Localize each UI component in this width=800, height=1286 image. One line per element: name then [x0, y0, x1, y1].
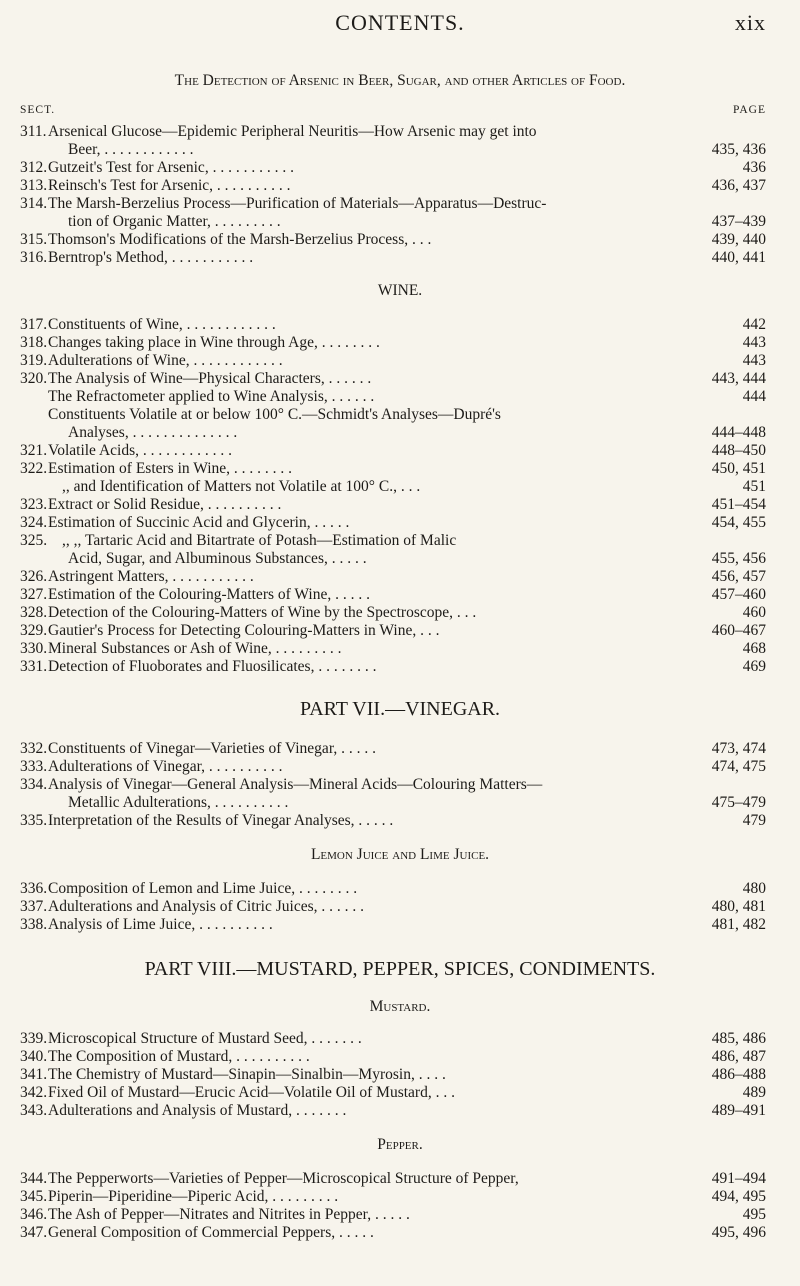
toc-entry — [0, 177, 800, 194]
entry-title: ,, ,, Tartaric Acid and Bitartrate of Potash—Estimation of Malic — [62, 532, 457, 549]
toc-entry — [0, 532, 800, 549]
toc-entry — [0, 1048, 800, 1065]
section-heading-wine: WINE. — [377, 282, 423, 299]
toc-entry — [0, 740, 800, 757]
entry-title: Gautier's Process for Detecting Colouring-Matters in Wine, . . . — [48, 622, 440, 639]
entry-title: The Composition of Mustard, . . . . . . . . . . — [48, 1048, 310, 1065]
entry-title: Extract or Solid Residue, . . . . . . . . . . — [48, 496, 282, 513]
entry-number: 325. — [20, 532, 48, 549]
toc-entry-continuation — [0, 388, 800, 405]
entry-title: Arsenical Glucose—Epidemic Peripheral Neuritis—How Arsenic may get into — [48, 123, 537, 140]
entry-number: 314. — [20, 195, 48, 212]
entry-number: 317. — [20, 316, 48, 333]
toc-entry — [0, 370, 800, 387]
entry-title: Analysis of Lime Juice, . . . . . . . . . . — [48, 916, 273, 933]
entry-title: Analyses, . . . . . . . . . . . . . . — [68, 424, 238, 441]
entry-page: 451–454 — [711, 496, 766, 513]
entry-title: Fixed Oil of Mustard—Erucic Acid—Volatile Oil of Mustard, . . . — [48, 1084, 455, 1101]
toc-entry — [0, 1170, 800, 1187]
entry-page: 460 — [742, 604, 766, 621]
entry-page: 495, 496 — [711, 1224, 766, 1241]
running-head — [0, 10, 800, 38]
section-heading-lemon-lime: Lemon Juice and Lime Juice. — [310, 846, 490, 863]
entry-title: Piperin—Piperidine—Piperic Acid, . . . . . . . . . — [48, 1188, 339, 1205]
toc-entry — [0, 1084, 800, 1101]
toc-entry — [0, 586, 800, 603]
entry-title: Constituents of Wine, . . . . . . . . . . . . — [48, 316, 276, 333]
entry-page: 495 — [742, 1206, 766, 1223]
entry-number: 326. — [20, 568, 48, 585]
entry-title: Acid, Sugar, and Albuminous Substances, . . . . . — [68, 550, 367, 567]
entry-page: 454, 455 — [711, 514, 766, 531]
entry-page: 436, 437 — [711, 177, 766, 194]
entry-page: 436 — [742, 159, 766, 176]
entry-number: 342. — [20, 1084, 48, 1101]
entry-page: 475–479 — [711, 794, 766, 811]
toc-entry — [0, 812, 800, 829]
toc-entry-continuation — [0, 141, 800, 158]
entry-page: 469 — [742, 658, 766, 675]
entry-page: 435, 436 — [711, 141, 766, 158]
entry-number: 319. — [20, 352, 48, 369]
entry-title: Constituents of Vinegar—Varieties of Vinegar, . . . . . — [48, 740, 376, 757]
entry-page: 444–448 — [711, 424, 766, 441]
toc-entry — [0, 1188, 800, 1205]
entry-title: The Analysis of Wine—Physical Characters, . . . . . . — [48, 370, 372, 387]
entry-number: 332. — [20, 740, 48, 757]
entry-number: 340. — [20, 1048, 48, 1065]
entry-title: Analysis of Vinegar—General Analysis—Mineral Acids—Colouring Matters— — [48, 776, 543, 793]
entry-page: 444 — [742, 388, 766, 405]
section-heading-arsenic: The Detection of Arsenic in Beer, Sugar, and other Articles of Food. — [174, 72, 626, 89]
entry-title: The Refractometer applied to Wine Analysis, . . . . . . — [48, 388, 375, 405]
entry-number: 327. — [20, 586, 48, 603]
entry-title: Adulterations and Analysis of Mustard, . . . . . . . — [48, 1102, 347, 1119]
entry-page: 474, 475 — [711, 758, 766, 775]
entry-title: Reinsch's Test for Arsenic, . . . . . . . . . . — [48, 177, 291, 194]
entry-number: 321. — [20, 442, 48, 459]
entry-number: 312. — [20, 159, 48, 176]
toc-entry — [0, 604, 800, 621]
entry-page: 480, 481 — [711, 898, 766, 915]
entry-page: 468 — [742, 640, 766, 657]
entry-number: 313. — [20, 177, 48, 194]
entry-title: Beer, . . . . . . . . . . . . — [68, 141, 194, 158]
entry-number: 318. — [20, 334, 48, 351]
entry-page: 439, 440 — [711, 231, 766, 248]
entry-title: The Chemistry of Mustard—Sinapin—Sinalbin—Myrosin, . . . . — [48, 1066, 446, 1083]
entry-number: 341. — [20, 1066, 48, 1083]
running-head-page-number: xix — [734, 10, 766, 35]
toc-entry — [0, 123, 800, 140]
toc-entry — [0, 442, 800, 459]
entry-number: 329. — [20, 622, 48, 639]
toc-entry-continuation — [0, 478, 800, 495]
entry-number: 328. — [20, 604, 48, 621]
toc-entry — [0, 231, 800, 248]
toc-entry — [0, 880, 800, 897]
toc-entry — [0, 1224, 800, 1241]
entry-number: 333. — [20, 758, 48, 775]
entry-number: 322. — [20, 460, 48, 477]
toc-entry — [0, 159, 800, 176]
toc-entry — [0, 1066, 800, 1083]
entry-title: Adulterations of Vinegar, . . . . . . . . . . — [48, 758, 283, 775]
running-head-title: CONTENTS. — [335, 10, 465, 35]
entry-title: Changes taking place in Wine through Age, . . . . . . . . — [48, 334, 380, 351]
entry-title: Adulterations of Wine, . . . . . . . . . . . . — [48, 352, 283, 369]
entry-title: Microscopical Structure of Mustard Seed, . . . . . . . — [48, 1030, 362, 1047]
entry-page: 491–494 — [711, 1170, 766, 1187]
entry-number: 347. — [20, 1224, 48, 1241]
entry-number: 334. — [20, 776, 48, 793]
entry-number: 338. — [20, 916, 48, 933]
toc-entry — [0, 195, 800, 212]
entry-page: 460–467 — [711, 622, 766, 639]
entry-number: 346. — [20, 1206, 48, 1223]
part-heading-mustard-pepper: PART VIII.—MUSTARD, PEPPER, SPICES, CONDIMENTS. — [144, 958, 656, 980]
entry-page: 480 — [742, 880, 766, 897]
toc-entry — [0, 916, 800, 933]
entry-page: 486, 487 — [711, 1048, 766, 1065]
entry-number: 335. — [20, 812, 48, 829]
entry-page: 457–460 — [711, 586, 766, 603]
entry-page: 455, 456 — [711, 550, 766, 567]
entry-page: 489–491 — [711, 1102, 766, 1119]
entry-title: Adulterations and Analysis of Citric Juices, . . . . . . — [48, 898, 364, 915]
toc-entry — [0, 898, 800, 915]
toc-entry — [0, 514, 800, 531]
entry-number: 339. — [20, 1030, 48, 1047]
entry-page: 443, 444 — [711, 370, 766, 387]
entry-title: Volatile Acids, . . . . . . . . . . . . — [48, 442, 232, 459]
toc-entry — [0, 496, 800, 513]
toc-entry — [0, 352, 800, 369]
toc-entry — [0, 640, 800, 657]
entry-title: Metallic Adulterations, . . . . . . . . . . — [68, 794, 289, 811]
entry-title: Estimation of the Colouring-Matters of Wine, . . . . . — [48, 586, 370, 603]
entry-page: 443 — [742, 334, 766, 351]
entry-title: The Marsh-Berzelius Process—Purification of Materials—Apparatus—Destruc- — [48, 195, 547, 212]
toc-entry-continuation — [0, 424, 800, 441]
entry-title: Estimation of Succinic Acid and Glycerin, . . . . . — [48, 514, 350, 531]
entry-page: 440, 441 — [711, 249, 766, 266]
toc-entry — [0, 776, 800, 793]
toc-entry — [0, 568, 800, 585]
toc-entry-continuation — [0, 794, 800, 811]
toc-entry-continuation — [0, 213, 800, 230]
entry-page: 485, 486 — [711, 1030, 766, 1047]
toc-entry — [0, 1102, 800, 1119]
entry-title: Detection of the Colouring-Matters of Wine by the Spectroscope, . . . — [48, 604, 477, 621]
entry-number: 324. — [20, 514, 48, 531]
entry-page: 481, 482 — [711, 916, 766, 933]
entry-title: Astringent Matters, . . . . . . . . . . . — [48, 568, 254, 585]
entry-page: 489 — [742, 1084, 766, 1101]
toc-entry — [0, 1206, 800, 1223]
entry-title: ,, and Identification of Matters not Volatile at 100° C., . . . — [62, 478, 421, 495]
page-column-label: PAGE — [733, 104, 766, 116]
entry-number: 345. — [20, 1188, 48, 1205]
entry-page: 443 — [742, 352, 766, 369]
toc-entry — [0, 1030, 800, 1047]
toc-entry — [0, 622, 800, 639]
entry-title: Detection of Fluoborates and Fluosilicates, . . . . . . . . — [48, 658, 377, 675]
toc-entry — [0, 334, 800, 351]
entry-number: 343. — [20, 1102, 48, 1119]
entry-title: General Composition of Commercial Peppers, . . . . . — [48, 1224, 374, 1241]
entry-page: 442 — [742, 316, 766, 333]
toc-entry — [0, 658, 800, 675]
entry-number: 323. — [20, 496, 48, 513]
entry-title: Thomson's Modifications of the Marsh-Berzelius Process, . . . — [48, 231, 432, 248]
entry-page: 456, 457 — [711, 568, 766, 585]
entry-title: tion of Organic Matter, . . . . . . . . . — [68, 213, 281, 230]
entry-title: Estimation of Esters in Wine, . . . . . . . . — [48, 460, 293, 477]
section-heading-pepper: Pepper. — [377, 1136, 423, 1153]
sect-column-label: SECT. — [20, 104, 56, 116]
entry-number: 331. — [20, 658, 48, 675]
part-heading-vinegar: PART VII.—VINEGAR. — [299, 698, 501, 720]
entry-number: 320. — [20, 370, 48, 387]
toc-entry — [0, 249, 800, 266]
entry-title: Berntrop's Method, . . . . . . . . . . . — [48, 249, 254, 266]
entry-number: 344. — [20, 1170, 48, 1187]
entry-title: The Ash of Pepper—Nitrates and Nitrites in Pepper, . . . . . — [48, 1206, 410, 1223]
entry-page: 450, 451 — [711, 460, 766, 477]
entry-page: 473, 474 — [711, 740, 766, 757]
toc-entry — [0, 758, 800, 775]
toc-entry — [0, 460, 800, 477]
entry-page: 486–488 — [711, 1066, 766, 1083]
toc-entry-continuation — [0, 550, 800, 567]
entry-title: The Pepperworts—Varieties of Pepper—Microscopical Structure of Pepper, — [48, 1170, 519, 1187]
entry-number: 337. — [20, 898, 48, 915]
entry-number: 316. — [20, 249, 48, 266]
entry-title: Gutzeit's Test for Arsenic, . . . . . . . . . . . — [48, 159, 294, 176]
entry-number: 315. — [20, 231, 48, 248]
entry-title: Constituents Volatile at or below 100° C.—Schmidt's Analyses—Dupré's — [48, 406, 501, 423]
entry-number: 330. — [20, 640, 48, 657]
toc-entry — [0, 316, 800, 333]
entry-page: 479 — [742, 812, 766, 829]
entry-page: 437–439 — [711, 213, 766, 230]
entry-page: 451 — [742, 478, 766, 495]
section-heading-mustard: Mustard. — [369, 998, 431, 1015]
entry-page: 494, 495 — [711, 1188, 766, 1205]
toc-entry-continuation — [0, 406, 800, 423]
entry-title: Mineral Substances or Ash of Wine, . . . . . . . . . — [48, 640, 342, 657]
entry-page: 448–450 — [711, 442, 766, 459]
entry-title: Composition of Lemon and Lime Juice, . . . . . . . . — [48, 880, 358, 897]
entry-number: 336. — [20, 880, 48, 897]
entry-title: Interpretation of the Results of Vinegar Analyses, . . . . . — [48, 812, 394, 829]
entry-number: 311. — [20, 123, 47, 140]
